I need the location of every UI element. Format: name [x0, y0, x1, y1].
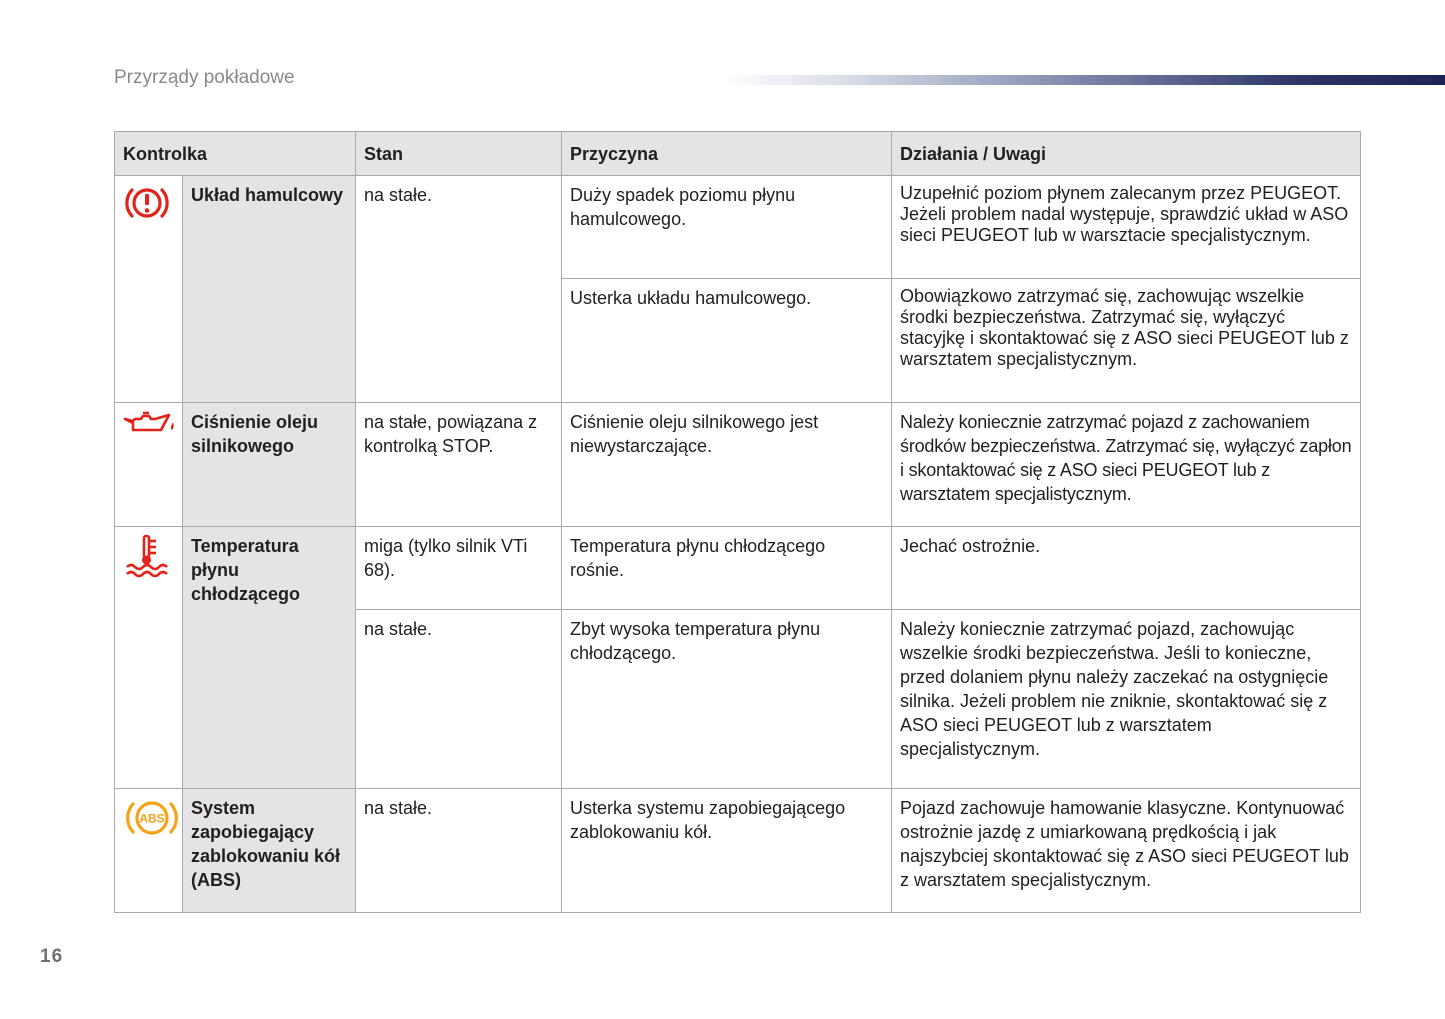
table-row — [115, 403, 1361, 527]
cause-cell: Ciśnienie oleju silnikowego jest niewystarczające. — [562, 403, 892, 527]
coolant-temperature-icon — [123, 534, 171, 584]
indicator-name: Temperatura płynu chłodzącego — [183, 527, 356, 789]
indicator-name: Układ hamulcowy — [183, 176, 356, 403]
column-header-kontrolka: Kontrolka — [115, 132, 356, 176]
icon-cell — [115, 789, 183, 913]
action-cell: Należy koniecznie zatrzymać pojazd, zachowując wszelkie środki bezpieczeństwa. Jeśli to konieczne, przed dolaniem płynu należy zaczekać na ostygnięcie silnika. Jeżeli problem nie zniknie, skontaktować się z ASO sieci PEUGEOT lub z warsztatem specjalistycznym. — [892, 610, 1361, 789]
action-cell: Pojazd zachowuje hamowanie klasyczne. Kontynuować ostrożnie jazdę z umiarkowaną prędkością i jak najszybciej skontaktować się z ASO sieci PEUGEOT lub z warsztatem specjalistycznym. — [892, 789, 1361, 913]
table-header-row — [115, 132, 1361, 176]
icon-cell — [115, 403, 183, 527]
state-cell: miga (tylko silnik VTi 68). — [356, 527, 562, 610]
cause-cell: Zbyt wysoka temperatura płynu chłodzącego. — [562, 610, 892, 789]
cause-cell: Duży spadek poziomu płynu hamulcowego. — [562, 176, 892, 279]
indicator-name: Ciśnienie oleju silnikowego — [183, 403, 356, 527]
cause-cell: Temperatura płynu chłodzącego rośnie. — [562, 527, 892, 610]
action-cell: Obowiązkowo zatrzymać się, zachowując wszelkie środki bezpieczeństwa. Zatrzymać się, wyłączyć stacyjkę i skontaktować się z ASO sieci PEUGEOT lub z warsztatem specjalistycznym. — [892, 279, 1361, 403]
action-cell: Uzupełnić poziom płynem zalecanym przez PEUGEOT. Jeżeli problem nadal występuje, sprawdzić układ w ASO sieci PEUGEOT lub w warsztacie specjalistycznym. — [892, 176, 1361, 279]
header-gradient-bar — [722, 75, 1445, 85]
action-cell: Jechać ostrożnie. — [892, 527, 1361, 610]
warning-lights-table — [114, 131, 1361, 913]
brake-warning-icon — [123, 183, 171, 229]
state-cell: na stałe. — [356, 610, 562, 789]
svg-text:ABS: ABS — [139, 811, 165, 826]
page-number: 16 — [40, 946, 64, 967]
column-header-dzialania: Działania / Uwagi — [892, 132, 1361, 176]
column-header-stan: Stan — [356, 132, 562, 176]
state-cell: na stałe. — [356, 789, 562, 913]
table-row — [115, 789, 1361, 913]
icon-cell — [115, 176, 183, 403]
action-cell: Należy koniecznie zatrzymać pojazd z zachowaniem środków bezpieczeństwa. Zatrzymać się, wyłączyć zapłon i skontaktować się z ASO sieci PEUGEOT lub z warsztatem specjalistycznym. — [892, 403, 1361, 527]
column-header-przyczyna: Przyczyna — [562, 132, 892, 176]
table-row — [115, 527, 1361, 610]
indicator-name: System zapobiegający zablokowaniu kół (ABS) — [183, 789, 356, 913]
state-cell: na stałe. — [356, 176, 562, 403]
table-row — [115, 176, 1361, 279]
icon-cell — [115, 527, 183, 789]
section-title: Przyrządy pokładowe — [114, 67, 295, 88]
cause-cell: Usterka systemu zapobiegającego zablokowaniu kół. — [562, 789, 892, 913]
abs-icon — [123, 796, 181, 846]
oil-pressure-icon — [123, 410, 177, 446]
state-cell: na stałe, powiązana z kontrolką STOP. — [356, 403, 562, 527]
cause-cell: Usterka układu hamulcowego. — [562, 279, 892, 403]
